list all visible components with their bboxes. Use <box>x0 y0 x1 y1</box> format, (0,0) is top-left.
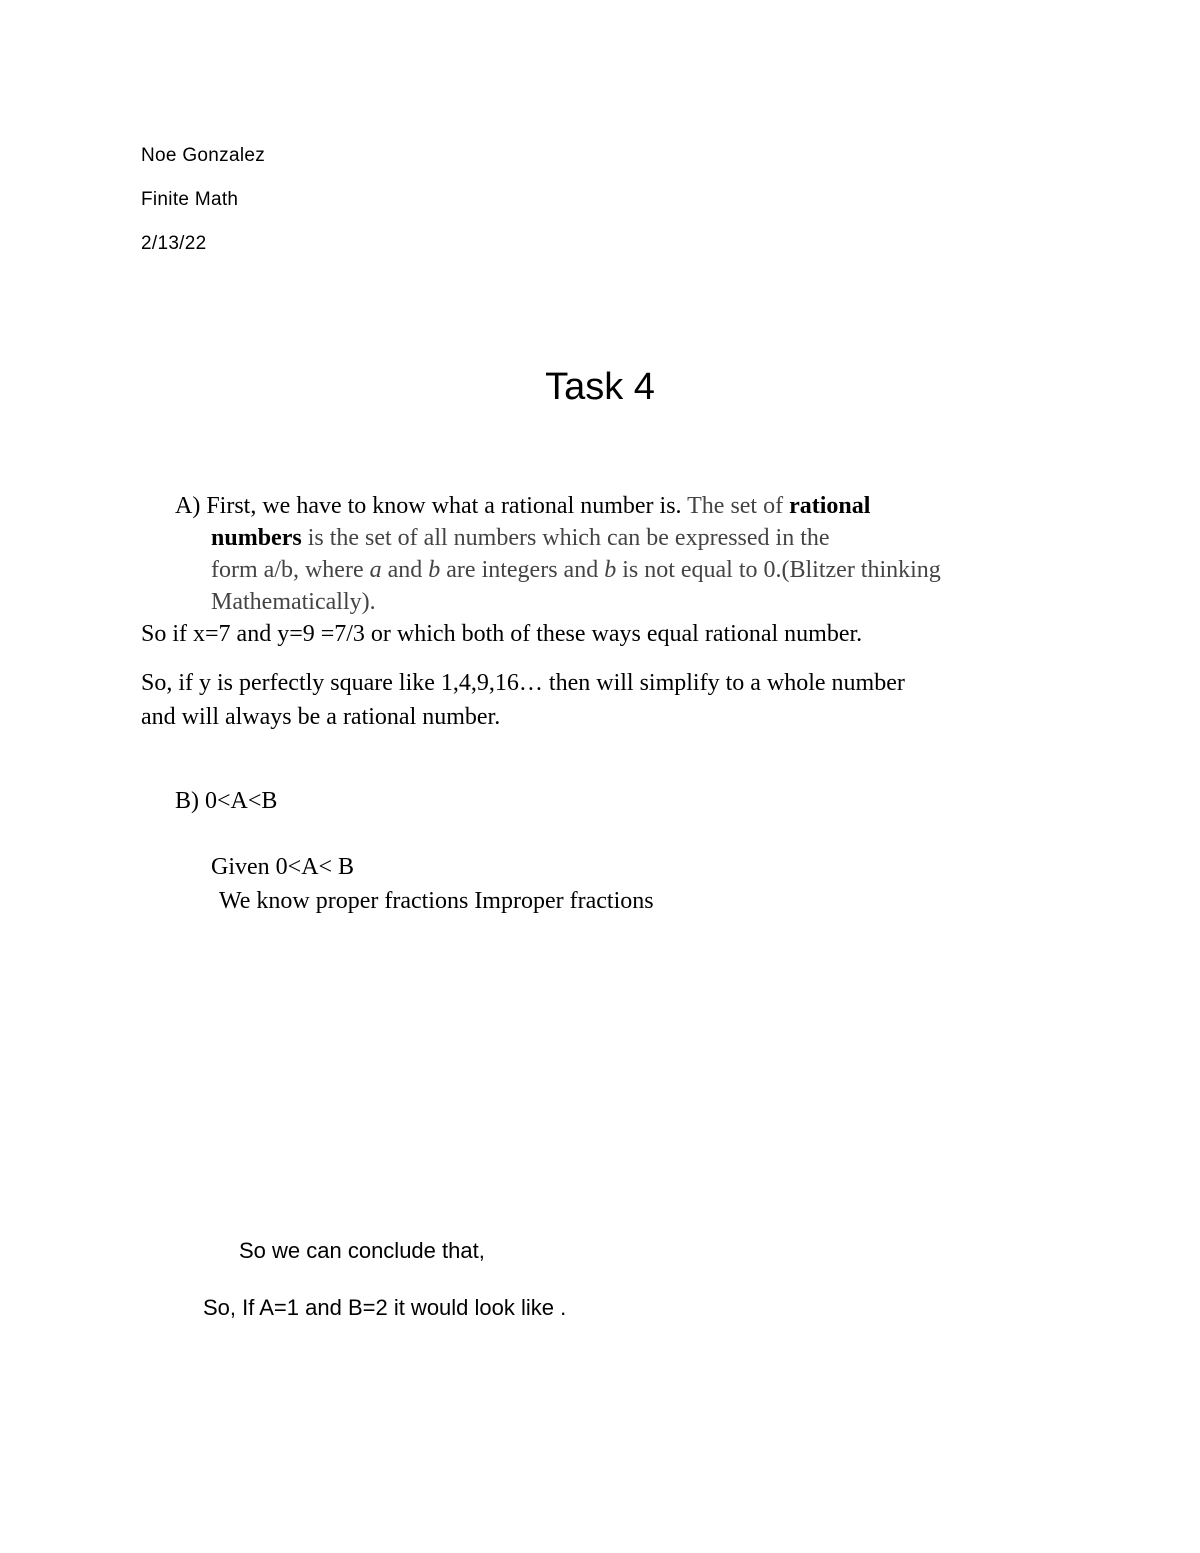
part-a-lead: First, we have to know what a rational number is. <box>206 493 682 519</box>
rational-bold-term: rational <box>789 493 871 519</box>
variable-b: b <box>428 557 441 583</box>
part-b-heading: B) 0<A<B <box>175 788 278 814</box>
and-text: and <box>381 557 429 583</box>
part-a-marker: A) <box>175 493 201 519</box>
page-title: Task 4 <box>545 366 655 408</box>
part-b-given: Given 0<A< B <box>211 854 355 880</box>
not-equal-text: is not equal to 0.(Blitzer thinking <box>616 557 941 583</box>
part-a-example: So if x=7 and y=9 =7/3 or which both of these ways equal rational number. <box>141 621 863 647</box>
part-a-line-2-text: is the set of all numbers which can be expressed in the <box>301 525 830 551</box>
integers-text: are integers and <box>440 557 605 583</box>
part-a-definition-intro: The set of <box>681 493 790 519</box>
part-a-line-4: Mathematically). <box>211 589 376 615</box>
part-a-conclusion-line-2: and will always be a rational number. <box>141 704 501 730</box>
part-b-fractions: We know proper fractions Improper fractions <box>219 888 654 914</box>
part-a-conclusion-line-1: So, if y is perfectly square like 1,4,9,16… then will simplify to a whole number <box>141 670 905 696</box>
part-a-line-2 <box>211 522 830 554</box>
part-b-example: So, If A=1 and B=2 it would look like . <box>203 1295 567 1320</box>
course-name: Finite Math <box>141 189 239 210</box>
author-name: Noe Gonzalez <box>141 145 266 166</box>
form-text: form a/b, where <box>211 557 370 583</box>
part-a-line-1 <box>175 490 870 522</box>
variable-b-second: b <box>604 557 617 583</box>
part-b-conclusion: So we can conclude that, <box>239 1238 485 1263</box>
numbers-bold-term: numbers <box>211 525 302 551</box>
document-date: 2/13/22 <box>141 233 207 254</box>
variable-a: a <box>369 557 382 583</box>
part-a-line-3 <box>211 554 941 586</box>
